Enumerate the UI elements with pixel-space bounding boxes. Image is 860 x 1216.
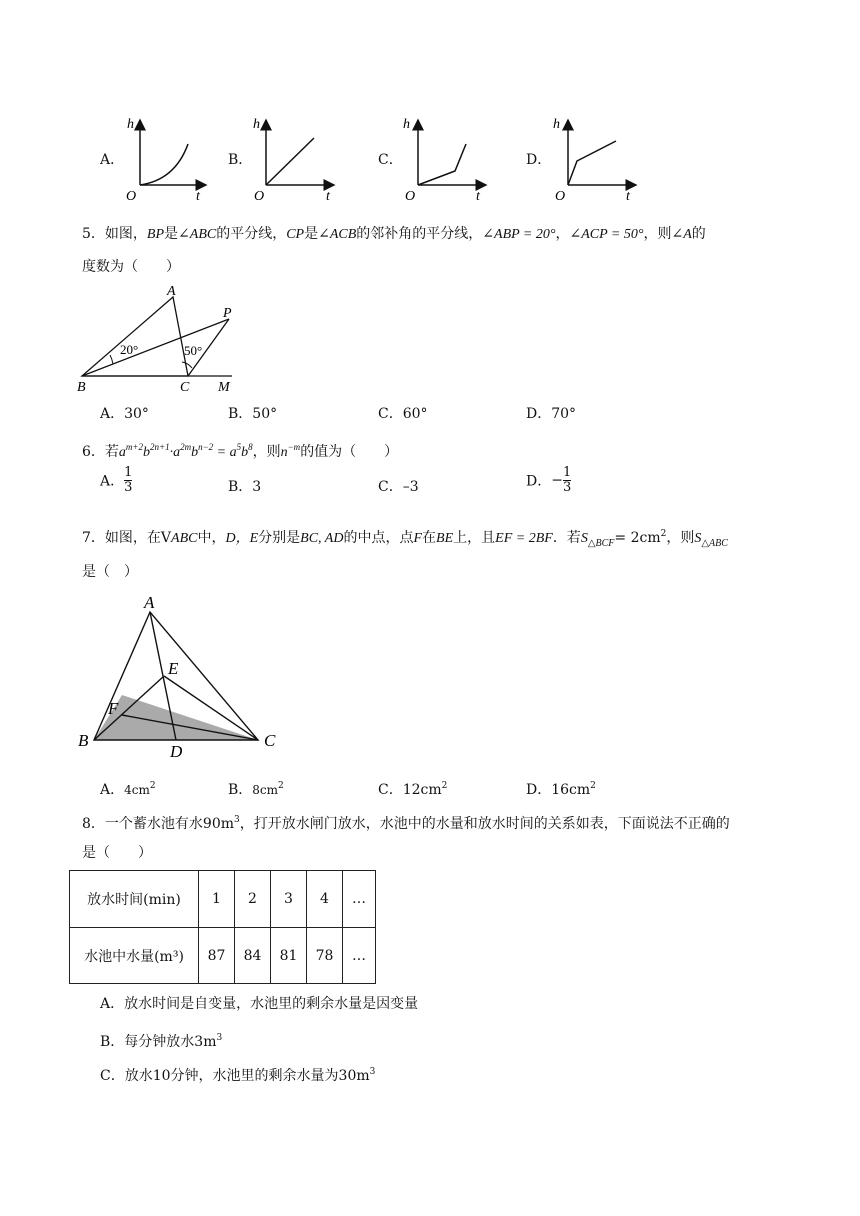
q8-text: 一个蓄水池有水 (104, 816, 203, 832)
q8-option-c-text: C．放水 (100, 1068, 153, 1084)
q4-graph-b-t: t (326, 189, 330, 204)
q8-number: 8． (82, 816, 105, 832)
q8-table (69, 870, 376, 984)
q7-text: 中， (197, 530, 226, 546)
q7-text: 上，且 (453, 530, 496, 546)
q6-option-d[interactable] (526, 466, 571, 495)
q5-fig-label-a: A (167, 284, 176, 299)
q7-fig-label-d: D (170, 742, 183, 761)
q7-fig-label-a: A (144, 593, 155, 612)
q8-option-c-value: 30m (338, 1068, 370, 1084)
q4-graph-b-line (266, 138, 314, 185)
q8-volume: 90m (202, 816, 235, 832)
q4-graph-b (253, 117, 334, 204)
q7-figure (70, 590, 290, 764)
q4-option-d-label[interactable]: D． (526, 152, 552, 168)
q7-fig-label-f: F (108, 699, 119, 718)
q7-triangle-symbol: V (160, 530, 172, 546)
q5-arc-2 (182, 362, 192, 368)
q4-graph-c (403, 117, 486, 204)
q4-graph-b-h: h (253, 117, 260, 132)
q6-number: 6． (82, 444, 105, 460)
q7-option-d-label: D． (526, 782, 552, 798)
q5-acb: ACB (329, 227, 357, 242)
q5-fig-angle-2: 50° (184, 343, 203, 358)
q7-option-b-value: 8cm (252, 783, 279, 797)
q7-text: 的中点，点 (343, 530, 414, 546)
q4-graph-a-curve (140, 144, 188, 185)
q7-option-d[interactable]: D．$16cm^2$ (526, 781, 596, 798)
q7-option-b-label: B． (228, 782, 253, 798)
q5-number: 5． (82, 226, 105, 242)
q7-de: D，E (225, 531, 259, 546)
q6-option-b[interactable]: B．3 (228, 479, 262, 495)
q6-option-d-fraction (563, 466, 571, 495)
q4-graphs (0, 108, 860, 204)
q6-expression: $a^{m+2}b^{2n+1}\cdot a^{2m}b^{n-2} = a^5b^8$ (118, 442, 253, 460)
q5-fig-label-c: C (180, 380, 190, 395)
q5-fig-label-m: M (218, 380, 230, 395)
q5-text: 是∠ (164, 226, 190, 242)
q4-graph-a-t: t (196, 189, 200, 204)
q5-line-bp (82, 319, 229, 376)
q5-abc: ABC (189, 227, 217, 242)
q5-fig-angle-1: 20° (120, 342, 139, 357)
q7-text: ，则 (666, 530, 695, 546)
q8-table-header-time: 放水时间(min) (70, 871, 199, 928)
q7-fig-label-e: E (168, 659, 179, 678)
q8-option-c-minutes: 10 (152, 1068, 171, 1084)
q6-option-a-fraction (124, 466, 132, 495)
q5-option-d[interactable]: D．70° (526, 406, 577, 422)
q5-text: ，则∠ (643, 226, 684, 242)
q6-option-d-sign: − (551, 472, 563, 489)
q4-graph-a-o: O (126, 189, 137, 204)
q4-graph-d-h: h (553, 117, 560, 132)
q7-text: 分别是 (258, 530, 301, 546)
q7-text: 如图，在 (104, 530, 161, 546)
q5-arc-1 (110, 355, 113, 364)
q5-text: 的平分线， (216, 226, 287, 242)
q7-eq-val: = 2cm (614, 530, 661, 546)
q7-s-abc: S (694, 531, 702, 546)
q8-table-cell: 84 (235, 928, 271, 984)
q5-a: A (683, 227, 692, 242)
q7-option-d-value: 16cm (551, 782, 591, 798)
q7-option-a-label: A． (100, 782, 125, 798)
q4-graph-d-line (568, 141, 616, 185)
q4-option-b-label[interactable]: B． (228, 152, 253, 168)
q8-option-b-value: 3m (194, 1034, 217, 1050)
q4-graph-d-o: O (555, 189, 566, 204)
q8-option-b-text: B．每分钟放水 (100, 1034, 195, 1050)
q8-option-a[interactable]: A．放水时间是自变量，水池里的剩余水量是因变量 (100, 996, 419, 1012)
q8-table-cell: 3 (271, 871, 307, 928)
q6-option-a[interactable] (100, 466, 132, 495)
q8-table-cell: … (343, 871, 376, 928)
q6-target: $n^{-m}$ (280, 442, 301, 460)
q6-text: 若 (104, 444, 119, 460)
frac-den: 3 (562, 480, 572, 495)
q8-table-cell: 78 (307, 928, 343, 984)
q5-option-b[interactable]: B．50° (228, 406, 278, 422)
q6-text: 的值为（ ） (300, 444, 399, 460)
q5-text: 的邻补角的平分线，∠ (356, 226, 495, 242)
q5-triangle-abc (82, 297, 188, 376)
q8-stem-line2: 是（ ） (82, 845, 152, 861)
q8-table-header-volume: 水池中水量(m³) (70, 928, 199, 984)
q4-graph-a-h: h (127, 117, 134, 132)
q8-stem-line1: 8．一个蓄水池有水$90m^3$，打开放水闸门放水，水池中的水量和放水时间的关系如表，下面说法不正确的 (82, 815, 730, 832)
q8-option-c[interactable]: C．放水10分钟，水池里的剩余水量为$30m^3$ (100, 1067, 376, 1084)
frac-den: 3 (124, 480, 133, 495)
q4-option-c-label[interactable]: C． (378, 152, 403, 168)
q7-be: BE (436, 531, 454, 546)
q7-option-a[interactable]: A．$4cm^2$ (100, 781, 156, 798)
q5-bp: BP (146, 227, 165, 242)
q7-option-b[interactable]: B．$8cm^2$ (228, 781, 284, 798)
q5-abp: ABP = 20° (494, 227, 556, 242)
q7-option-c[interactable]: C．$12cm^2$ (378, 781, 448, 798)
q7-option-c-label: C． (378, 782, 403, 798)
frac-num: 1 (562, 465, 572, 480)
frac-num: 1 (124, 465, 133, 480)
q7-s-abc-sub: △ABC (701, 537, 728, 549)
q7-fig-label-c: C (264, 731, 276, 750)
q8-text: ，打开放水闸门放水，水池中的水量和放水时间的关系如表，下面说法不正确的 (239, 816, 730, 832)
q4-graph-c-line (418, 144, 466, 185)
q8-table-cell: 2 (235, 871, 271, 928)
q8-option-c-text: 分钟，水池里的剩余水量为 (170, 1068, 339, 1084)
q4-graph-c-t: t (476, 189, 480, 204)
q5-option-c[interactable]: C．60° (378, 406, 428, 422)
q5-fig-label-b: B (77, 380, 86, 395)
q8-table-cell: 1 (199, 871, 235, 928)
q4-graph-d (553, 117, 636, 204)
q7-s-bcf: S (580, 531, 588, 546)
q5-stem-line2: 度数为（ ） (82, 259, 180, 275)
q7-text: ．若 (552, 530, 581, 546)
q6-option-c[interactable]: C．–3 (378, 479, 419, 495)
q7-s-bcf-sub: △BCF (587, 537, 615, 549)
q4-graph-c-h: h (403, 117, 410, 132)
q5-acp: ACP = 50° (581, 227, 644, 242)
q7-number: 7． (82, 530, 105, 546)
q7-stem-line1: 7．如图，在VABC中，D，E分别是BC, AD的中点，点F在BE上，且EF = 2BF．若$S_{\triangle BCF}= 2cm^2$，则$S_{\triangle ABC}$ (82, 529, 728, 549)
q8-option-b[interactable]: B．每分钟放水$3m^3$ (100, 1033, 223, 1050)
q7-abc: ABC (171, 531, 198, 546)
q4-graph-c-o: O (405, 189, 416, 204)
q8-table-row-time (70, 871, 376, 928)
q4-graph-b-o: O (254, 189, 265, 204)
q5-text: 是∠ (304, 226, 330, 242)
q4-graph-d-t: t (626, 189, 630, 204)
q5-stem-line1 (82, 224, 706, 245)
q6-option-a-label: A． (100, 473, 125, 490)
q6-stem (82, 437, 398, 463)
q8-table-cell: 4 (307, 871, 343, 928)
q4-option-a-label[interactable]: A． (100, 152, 125, 168)
q7-stem-line2: 是（ ） (82, 564, 138, 580)
q6-text: ，则 (252, 444, 281, 460)
q5-text: 如图， (104, 226, 147, 242)
q7-option-c-value: 12cm (402, 782, 442, 798)
q5-figure (70, 282, 270, 396)
q5-cp: CP (286, 227, 305, 242)
q5-text: 的 (691, 226, 706, 242)
q7-bcad: BC, AD (300, 531, 344, 546)
q7-fig-label-b: B (78, 731, 89, 750)
q7-ef: EF = 2BF (495, 531, 553, 546)
q7-text: 在 (422, 530, 437, 546)
q5-text: ，∠ (555, 226, 582, 242)
q5-option-a[interactable]: A．30° (100, 406, 149, 422)
q8-table-cell: 81 (271, 928, 307, 984)
q8-table-cell: … (343, 928, 376, 984)
q4-graph-a (126, 117, 206, 204)
q6-option-d-label: D． (526, 473, 552, 490)
q5-fig-label-p: P (223, 306, 232, 321)
q7-f: F (413, 531, 423, 546)
q7-option-a-value: 4cm (124, 783, 150, 797)
q8-table-cell: 87 (199, 928, 235, 984)
q8-table-row-volume (70, 928, 376, 984)
